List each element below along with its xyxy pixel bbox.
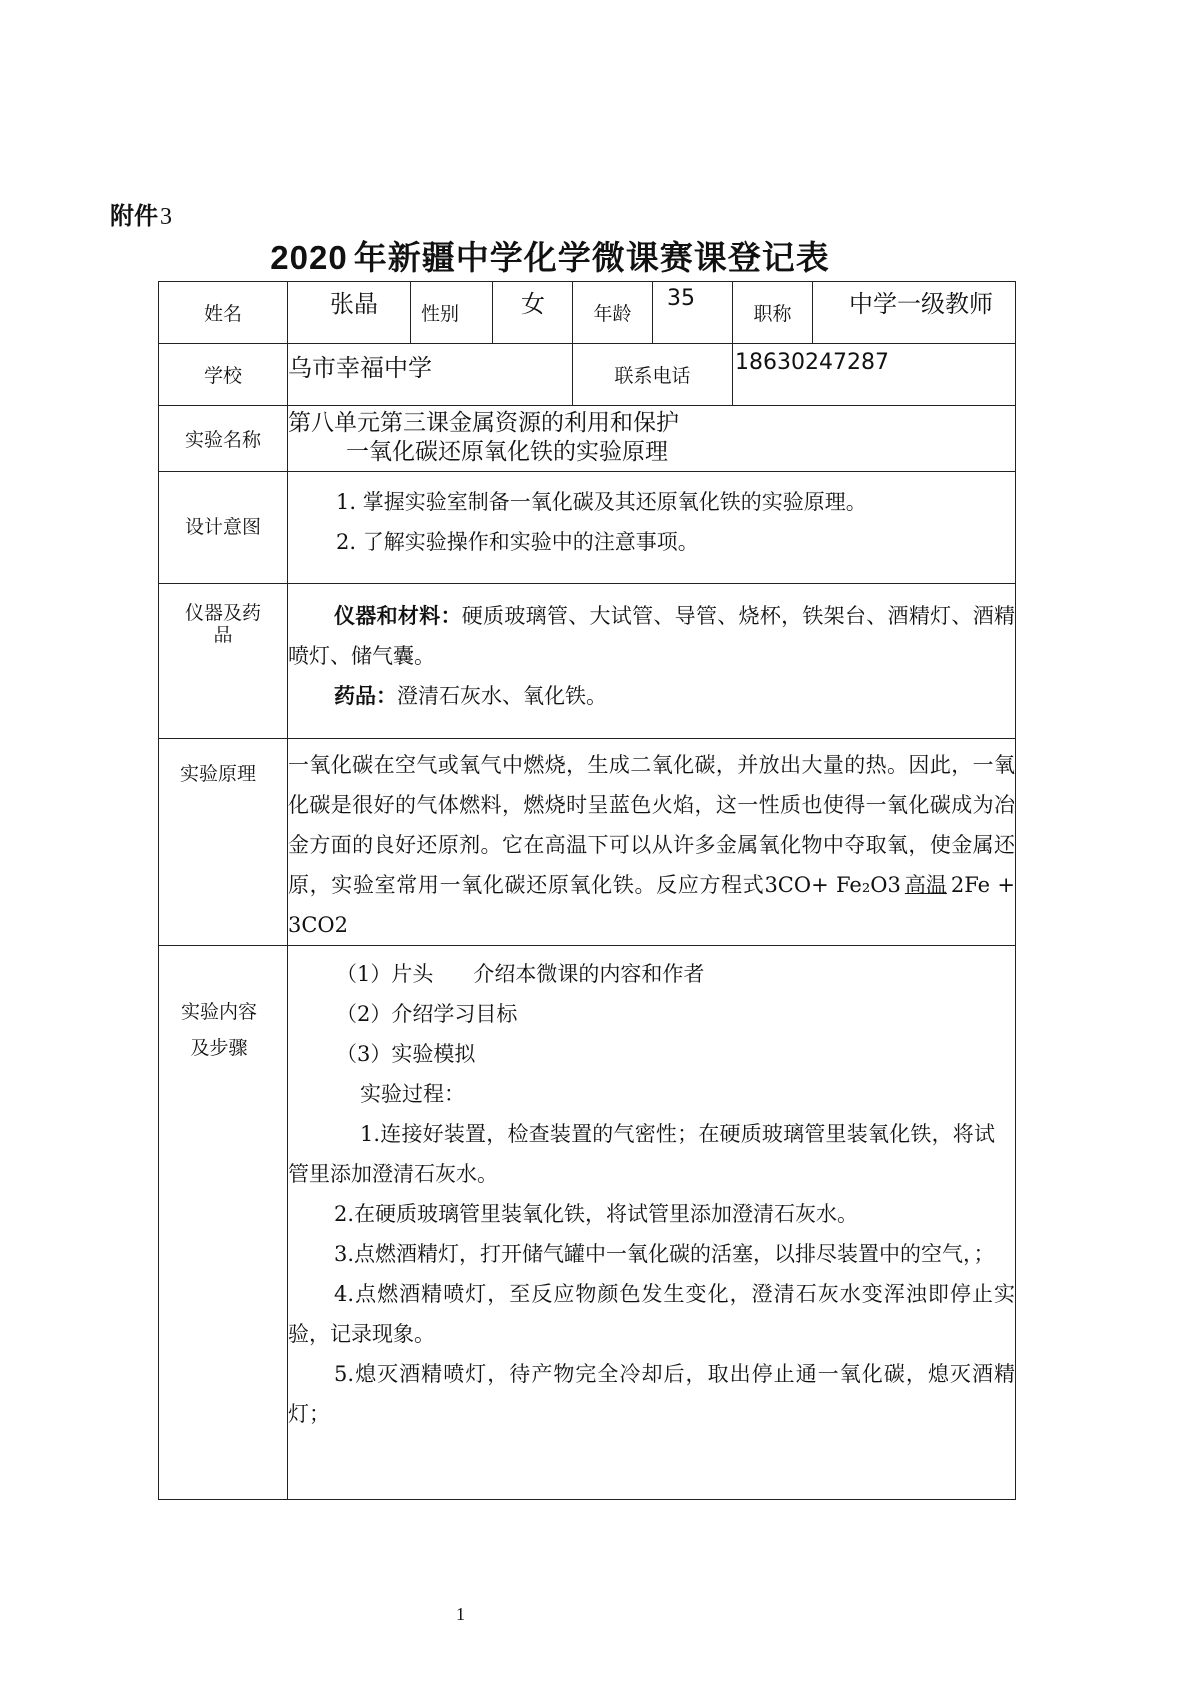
attachment-label [110,196,172,231]
age-value: 35 [653,282,733,344]
principle-row [159,739,1016,946]
instruments-paragraph: 仪器和材料：硬质玻璃管、大试管、导管、烧杯，铁架台、酒精灯、酒精喷灯、储气囊。 [288,604,1016,668]
school-value: 乌市幸福中学 [288,344,573,406]
procedure-line-1: （1）片头 介绍本微课的内容和作者 [336,962,705,986]
experiment-name-value [288,406,1016,472]
registration-form-table [158,281,1016,1500]
reagents-paragraph: 药品：澄清石灰水、氧化铁。 [334,684,607,708]
rank-label: 职称 [733,282,813,344]
age-label: 年龄 [573,282,653,344]
procedure-label: 实验内容 及步骤 [159,946,288,1500]
materials-value [288,584,1016,739]
procedure-step-4: 4.点燃酒精喷灯，至反应物颜色发生变化，澄清石灰水变浑浊即停止实验，记录现象。 [288,1282,1015,1346]
procedure-step-3: 3.点燃酒精灯，打开储气罐中一氧化碳的活塞，以排尽装置中的空气，； [334,1242,995,1266]
experiment-name-line1: 第八单元第三课金属资源的利用和保护 [288,410,679,436]
procedure-step-1: 1.连接好装置，检查装置的气密性；在硬质玻璃管里装氧化铁，将试管里添加澄清石灰水。 [288,1122,995,1186]
rank-value: 中学一级教师 [813,282,1016,344]
experiment-name-label: 实验名称 [159,406,288,472]
design-intent-row [159,472,1016,584]
experiment-name-row [159,406,1016,472]
title-text: 年新疆中学化学微课赛课登记表 [353,238,830,277]
name-label: 姓名 [159,282,288,344]
info-row-1 [159,282,1016,344]
principle-value [288,739,1016,946]
name-value: 张晶 [288,282,411,344]
procedure-line-3: （3）实验模拟 [336,1042,476,1066]
equation-condition: 高温 [904,873,947,897]
phone-label: 联系电话 [573,344,733,406]
design-intent-label: 设计意图 [159,472,288,584]
materials-row [159,584,1016,739]
procedure-value [288,946,1016,1500]
equation-right: 2Fe + 3CO2 [288,873,1015,937]
page-title [0,232,1100,279]
gender-value: 女 [493,282,573,344]
materials-label: 仪器及药 品 [159,584,288,739]
design-intent-item-1: 1. 掌握实验室制备一氧化碳及其还原氧化铁的实验原理。 [336,490,867,514]
gender-label: 性别 [411,282,493,344]
procedure-step-2: 2.在硬质玻璃管里装氧化铁，将试管里添加澄清石灰水。 [334,1202,859,1226]
procedure-line-2: （2）介绍学习目标 [336,1002,518,1026]
title-year: 2020 [270,239,348,276]
design-intent-value [288,472,1016,584]
equation-left: 3CO+ Fe₂O3 [764,873,901,897]
experiment-name-line2: 一氧化碳还原氧化铁的实验原理 [346,439,668,465]
procedure-line-4: 实验过程： [360,1082,465,1106]
procedure-step-5: 5.熄灭酒精喷灯，待产物完全冷却后，取出停止通一氧化碳，熄灭酒精灯； [288,1362,1015,1426]
attachment-number: 3 [160,204,172,230]
principle-text: 一氧化碳在空气或氧气中燃烧，生成二氧化碳，并放出大量的热。因此，一氧化碳是很好的气体燃料，燃烧时呈蓝色火焰，这一性质也使得一氧化碳成为冶金方面的良好还原剂。它在高温下可以从许多金属氧化物中夺取氧，使金属还原，实验室常用一氧化碳还原氧化铁。反应方程式 [288,753,1015,897]
info-row-2 [159,344,1016,406]
principle-label: 实验原理 [159,739,288,946]
phone-value: 18630247287 [733,344,1016,406]
design-intent-item-2: 2. 了解实验操作和实验中的注意事项。 [336,530,699,554]
attachment-text: 附件 [110,202,158,230]
school-label: 学校 [159,344,288,406]
procedure-row [159,946,1016,1500]
